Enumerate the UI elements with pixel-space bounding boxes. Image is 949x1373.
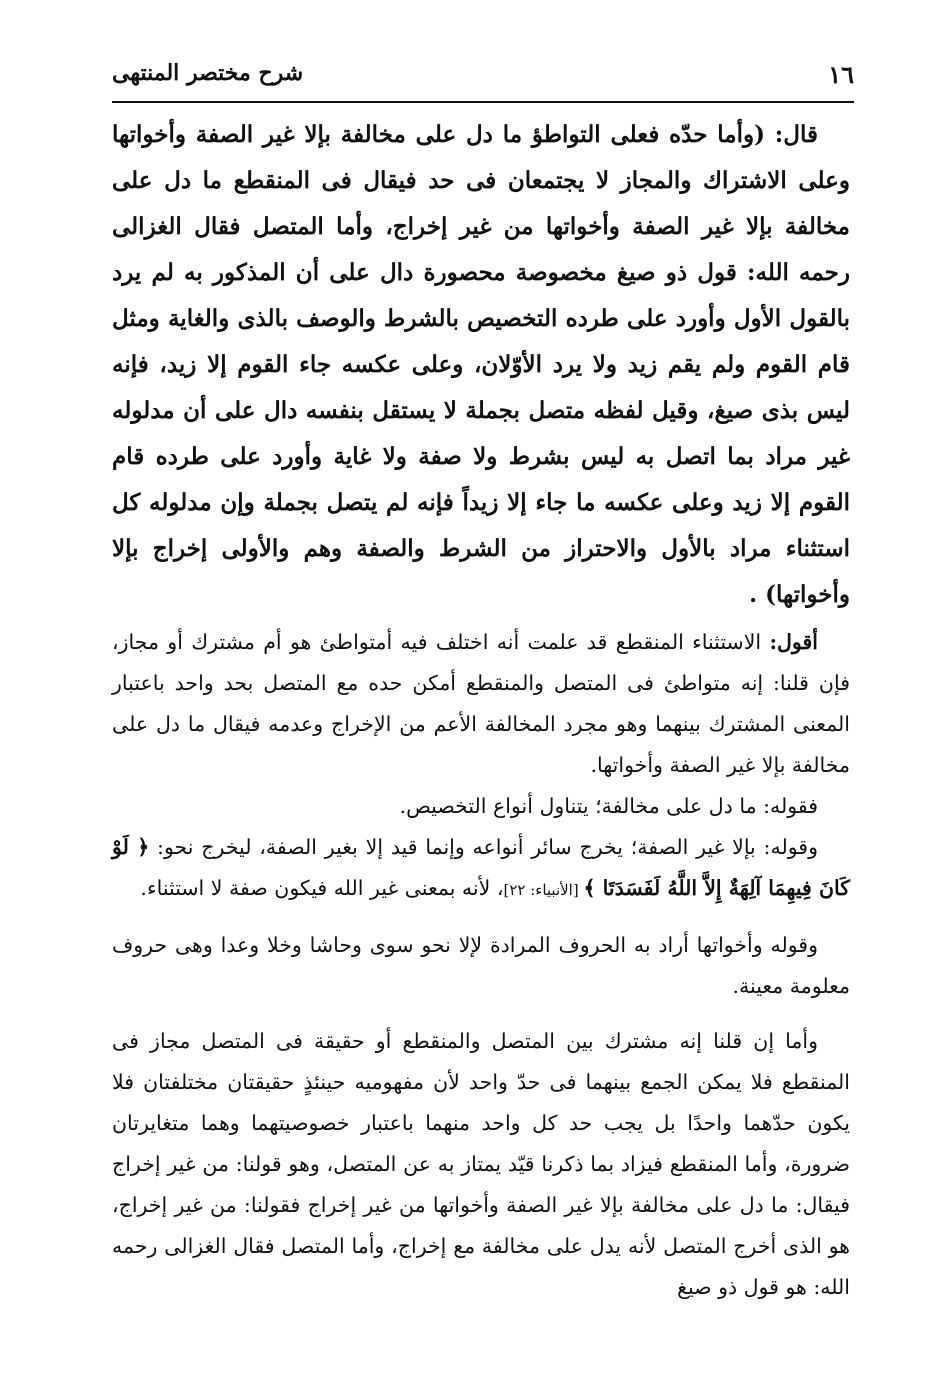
header-divider [112,101,854,103]
running-title: شرح مختصر المنتهى [112,60,304,86]
sharh-paragraph-3-text-a: وقوله: بإلا غير الصفة؛ يخرج سائر أنواعه وإنما قيد إلا بغير الصفة، ليخرج نحو: [149,835,818,859]
page-body [112,112,850,1308]
verse-citation: [الأنبياء: ٢٢] [503,881,584,899]
sharh-paragraph-3-text-b: ، لأنه بمعنى غير الله فيكون صفة لا استثناء. [140,876,504,900]
matn-paragraph: قال: (وأما حدّه فعلى التواطؤ ما دل على مخالفة بإلا غير الصفة وأخواتها وعلى الاشتراك والمجاز لا يجتمعان فى حد فيقال فى المنقطع ما دل على مخالفة بإلا غير الصفة وأخواتها من غير إخراج، وأما المتصل فقال الغزالى رحمه الله: قول ذو صيغ مخصوصة محصورة دال على أن المذكور به لم يرد بالقول الأول وأورد على طرده التخصيص بالشرط والوصف بالذى والغاية ومثل قام القوم ولم يقم زيد ولا يرد الأوّلان، وعلى عكسه جاء القوم إلا زيد، فإنه ليس بذى صيغ، وقيل لفظه متصل بجملة لا يستقل بنفسه دال على أن مدلوله غير مراد بما اتصل به ليس بشرط ولا صفة ولا غاية وأورد على طرده قام القوم إلا زيد وعلى عكسه ما جاء إلا زيداً فإنه لم يتصل بجملة وإن مدلوله كل استثناء مراد بالأول والاحتراز من الشرط والصفة وهم والأولى إخراج بإلا وأخواتها) . [112,121,850,608]
sharh-paragraph-4: وقوله وأخواتها أراد به الحروف المرادة لإلا نحو سوى وحاشا وخلا وعدا وهى حروف معلومة معينة. [112,933,850,998]
sharh-paragraph-3 [112,827,850,911]
page-header [112,58,854,94]
page-number: ١٦ [828,60,854,89]
sharh-paragraph-5: وأما إن قلنا إنه مشترك بين المتصل والمنقطع أو حقيقة فى المتصل مجاز فى المنقطع فلا يمكن الجمع بينهما فى حدّ واحد لأن مفهوميه حينئذٍ حقيقتان مختلفتان فلا يكون حدّهما واحدًا بل يجب حد كل واحد منهما باعتبار خصوصيتهما وهما متغايرتان ضرورة، وأما المنقطع فيزاد بما ذكرنا قيّد يمتاز به عن المتصل، وهو قولنا: من غير إخراج فيقال: ما دل على مخالفة بإلا غير الصفة وأخواتها من غير إخراج فقولنا: من غير إخراج، هو الذى أخرج المتصل لأنه يدل على مخالفة مع إخراج، وأما المتصل فقال الغزالى رحمه الله: هو قول ذو صيغ [112,1029,850,1299]
sharh-paragraph-1-text: الاستثناء المنقطع قد علمت أنه اختلف فيه أمتواطئ هو أم مشترك أو مجاز، فإن قلنا: إنه متواطئ فى المتصل والمنقطع أمكن حده مع المتصل بحد واحد باعتبار المعنى المشترك بينهما وهو مجرد المخالفة الأعم من الإخراج وعدمه فيقال ما دل على مخالفة بإلا غير الصفة وأخواتها. [112,630,850,777]
sharh-paragraph-2: فقوله: ما دل على مخالفة؛ يتناول أنواع التخصيص. [399,794,818,818]
sharh-lead-word: أقول: [769,630,818,654]
quran-verse: ﴿ لَوْ كَانَ فِيهِمَا آلِهَةٌ إِلاَّ اللَّهُ لَفَسَدَتَا ﴾ [112,835,850,900]
sharh-paragraph-1 [112,622,850,786]
